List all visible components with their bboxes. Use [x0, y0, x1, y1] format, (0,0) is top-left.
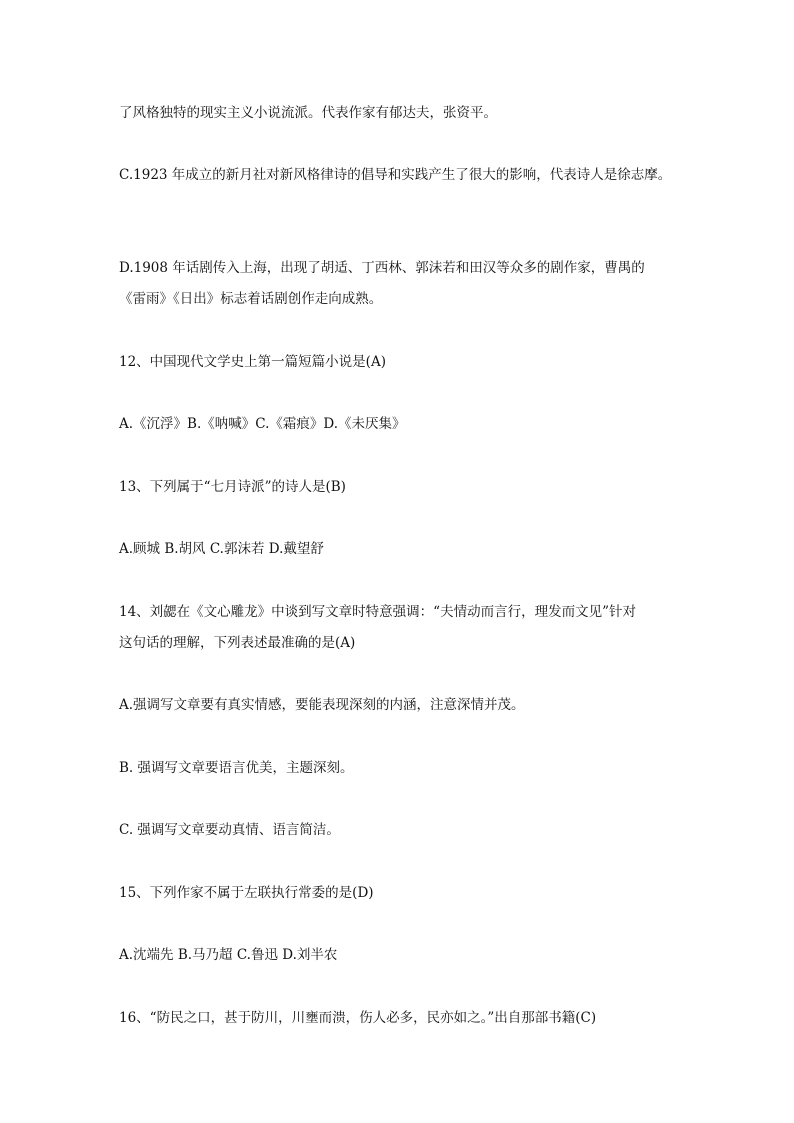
question-14-line1: 14、刘勰在《文心雕龙》中谈到写文章时特意强调：“夫情动而言行，理发而文见”针对 [119, 604, 636, 620]
question-14-option-b: B. 强调写文章要语言优美，主题深刻。 [119, 760, 354, 776]
question-15-options: A.沈端先 B.马乃超 C.鲁迅 D.刘半农 [119, 947, 338, 963]
question-13-options: A.顾城 B.胡风 C.郭沫若 D.戴望舒 [119, 541, 324, 557]
question-14-option-c: C. 强调写文章要动真情、语言简洁。 [119, 822, 340, 838]
question-16: 16、“防民之口，甚于防川，川壅而溃，伤人必多，民亦如之。”出自那部书籍(C) [119, 1010, 597, 1026]
question-13: 13、下列属于“七月诗派”的诗人是(B) [119, 479, 346, 495]
paragraph-line-1: 了风格独特的现实主义小说流派。代表作家有郁达夫，张资平。 [119, 105, 497, 121]
question-15: 15、下列作家不属于左联执行常委的是(D) [119, 885, 374, 901]
option-d-text-line2: 《雷雨》《日出》标志着话剧创作走向成熟。 [119, 291, 383, 307]
option-d-text-line1: D.1908 年话剧传入上海，出现了胡适、丁西林、郭沫若和田汉等众多的剧作家，曹禺的 [119, 260, 645, 276]
question-14-line2: 这句话的理解，下列表述最准确的是(A) [119, 635, 356, 651]
question-12: 12、中国现代文学史上第一篇短篇小说是(A) [119, 354, 386, 370]
question-14-option-a: A.强调写文章要有真实情感，要能表现深刻的内涵，注意深情并茂。 [119, 697, 525, 713]
question-12-options: A.《沉浮》B.《呐喊》C.《霜痕》D.《未厌集》 [119, 416, 406, 432]
option-c-text: C.1923 年成立的新月社对新风格律诗的倡导和实践产生了很大的影响，代表诗人是徐志摩。 [119, 167, 672, 183]
